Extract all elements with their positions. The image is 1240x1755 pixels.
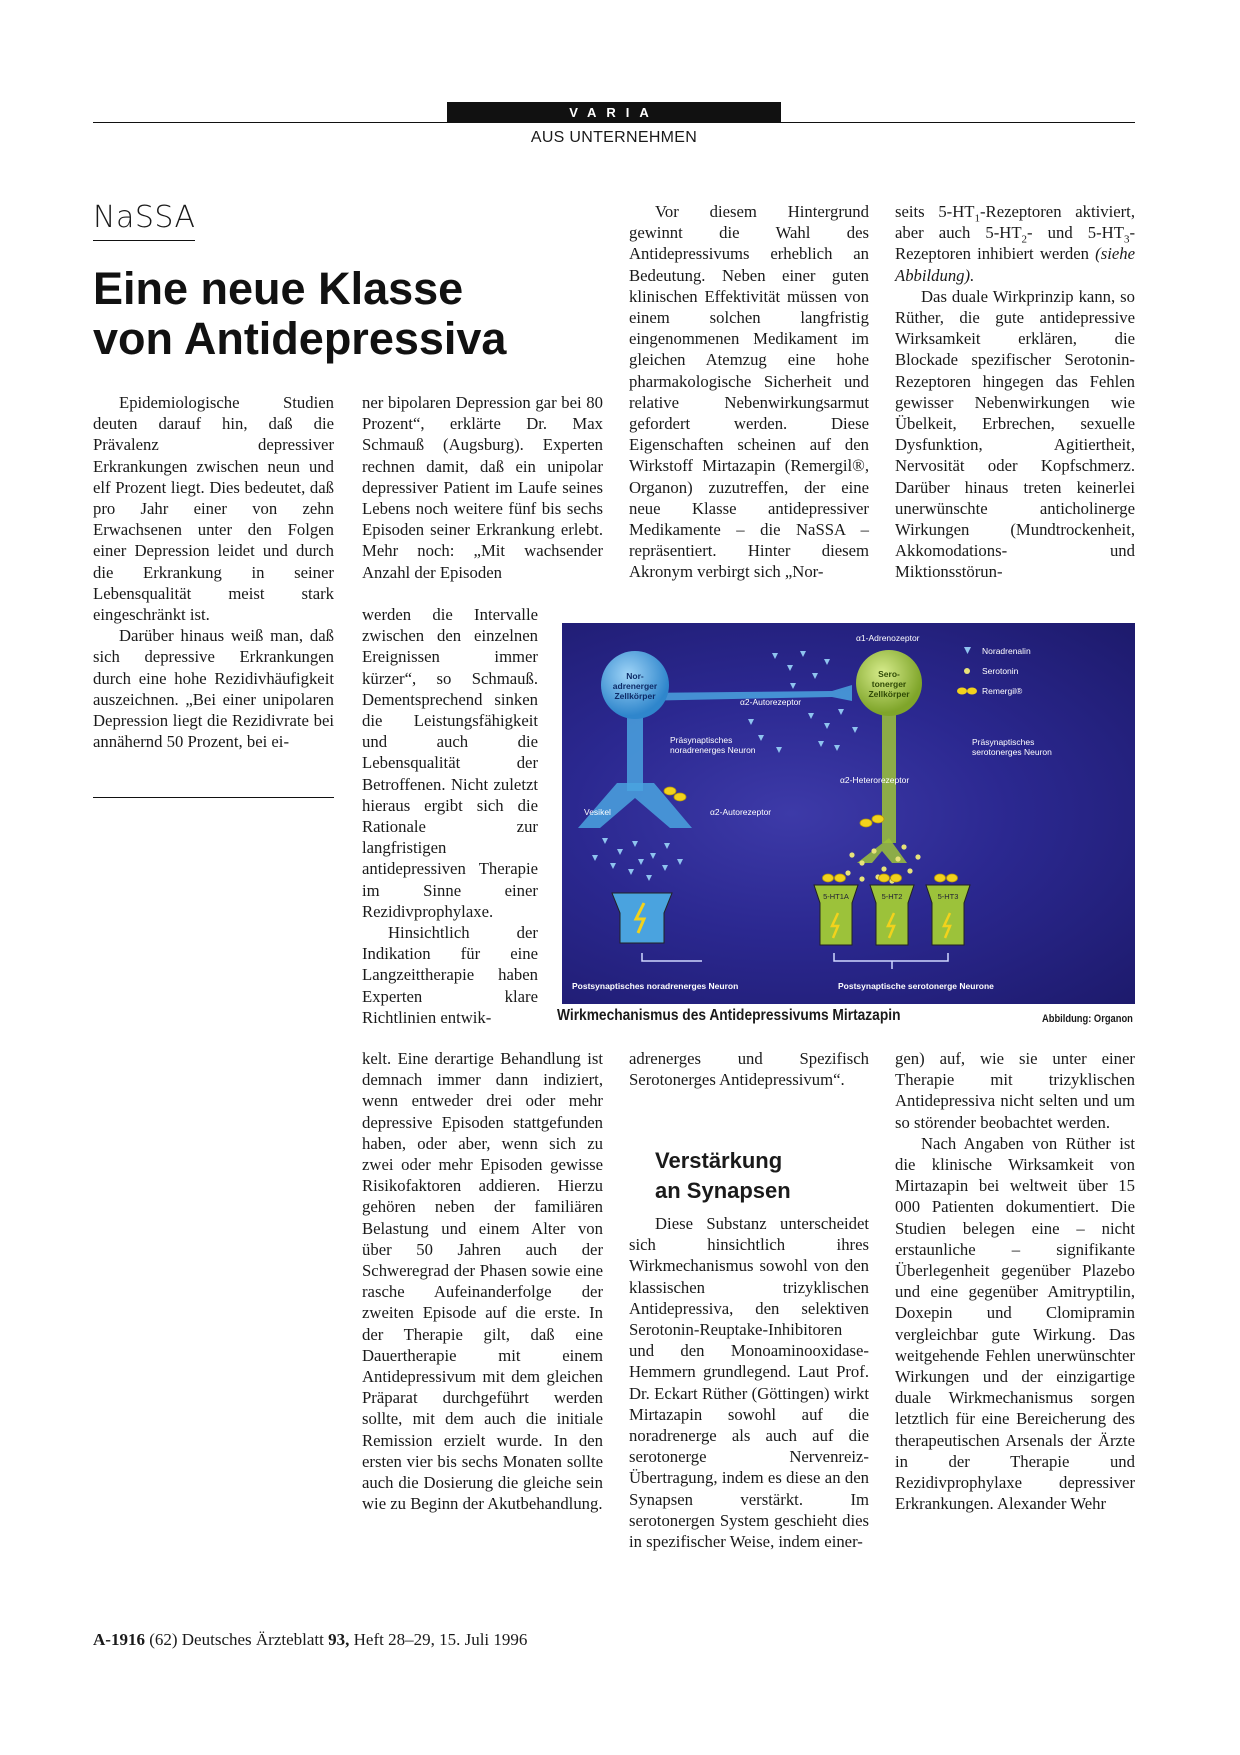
figure-legend: [957, 647, 977, 695]
receptor-5ht1a-label: 5-HT1A: [823, 892, 849, 901]
page-code: A-1916: [93, 1630, 145, 1649]
paragraph: werden die Intervalle zwischen den einzelnen Ereignissen immer kürzer“, so Schmauß. Dementsprechend sinken die Leistungsfähigkeit und auch die Lebensqualität der Betroffenen. Nicht zuletzt hieraus ergibt sich die Rationale zur langfristigen antidepressiven Therapie im Sinne einer Rezidivprophylaxe.: [362, 605, 538, 921]
kicker-underline: [93, 240, 195, 241]
noradrenaline-legend-icon: [964, 647, 971, 654]
remergil-legend-icon: [957, 688, 977, 695]
vesicle-label: Vesikel: [584, 807, 611, 817]
journal-name: Deutsches Ärzteblatt: [181, 1630, 324, 1649]
text-column-3-lower: [629, 1213, 869, 1552]
text-column-4-bottom: [895, 1048, 1135, 1514]
text-column-2-narrow: [362, 604, 538, 1028]
article-headline: [93, 264, 653, 364]
text-column-2-bottom: [362, 1048, 603, 1514]
text-column-1: [93, 392, 334, 752]
section-label: AUS UNTERNEHMEN: [530, 129, 698, 146]
header-rule: [93, 122, 1135, 123]
paragraph: Epidemiologische Studien deuten darauf hin, daß die Prävalenz depressiver Erkrankungen zwischen neun und elf Prozent liegt. Dies bedeutet, daß pro Jahr einer von zehn Erwachsenen unter den Folgen einer Depression leidet und durch die Erkrankung in seiner Lebensqualität meist stark eingeschränkt ist.: [93, 393, 334, 625]
serotonergic-cell-label-2: tonerger: [871, 679, 907, 689]
serotonergic-cell-label-3: Zellkörper: [868, 689, 910, 699]
presynaptic-serotonergic-label-2: serotonerges Neuron: [972, 747, 1052, 757]
text-column-2-top: [362, 392, 603, 583]
paragraph: Das duale Wirkprinzip kann, so Rüther, die gute antidepressive Wirksamkeit erklären, die Blockade spezifischer Serotonin-Rezeptoren hingegen das Fehlen gewisser Nebenwirkungen wie Übelkeit, Erbrechen, sexuelle Dysfunktion, Agitiertheit, Nervosität oder Kopfschmerz. Darüber hinaus treten keinerlei unerwünschte anticholinerge Wirkungen (Mundtrockenheit, Akkomodations- und Miktionsstörun-: [895, 286, 1135, 582]
paragraph: Darüber hinaus weiß man, daß sich depressive Erkrankungen durch eine hohe Rezidivhäufigkeit auszeichnen. „Bei einer unipolaren Depression liegt die Rezidivrate bei annähernd 50 Prozent, bei ei-: [93, 626, 334, 752]
text-column-3-top: [629, 201, 869, 583]
headline-line-1: Eine neue Klasse: [93, 263, 464, 314]
subheading-line-1: Verstärkung: [655, 1148, 783, 1173]
legend-noradrenaline: Noradrenalin: [982, 646, 1031, 656]
receptor-5ht2-label: 5-HT2: [881, 892, 903, 901]
subheading-line-2: an Synapsen: [655, 1178, 791, 1203]
paragraph: kelt. Eine derartige Behandlung ist demnach immer dann indiziert, wenn entweder drei oder mehr depressive Episoden stattgefunden haben, oder aber, wenn sich zu zwei oder mehr Episoden gewisse Risikofaktoren addieren. Hierzu gehören neben der familiären Belastung und einem Alter von über 50 Jahren auch der Schweregrad der Phasen sowie eine rasche Aufeinanderfolge der zweiten Episode auf die erste. In der Therapie gilt, daß eine Dauertherapie mit einem Antidepressivum mit dem gleichen Präparat durchgeführt werden sollte, mit dem auch die initiale Remission erzielt wurde. In den ersten vier bis sechs Monaten sollte auch die Dosierung die gleiche sein wie zu Beginn der Akutbehandlung.: [362, 1049, 603, 1514]
legend-remergil: Remergil®: [982, 686, 1023, 696]
paragraph: Diese Substanz unterscheidet sich hinsichtlich ihres Wirkmechanismus sowohl von den klassischen trizyklischen Antidepressiva, den selektiven Serotonin-Reuptake-Inhibitoren und den Monoaminooxidase-Hemmern grundlegend. Laut Prof. Dr. Eckart Rüther (Göttingen) wirkt Mirtazapin sowohl auf die noradrenerge als auch auf die serotonerge Nervenreiz-Übertragung, indem es diese an den Synapsen verstärkt. Im serotonergen System geschieht dies in spezifischer Weise, indem einer-: [629, 1214, 869, 1552]
volume-number: 93,: [328, 1630, 350, 1649]
headline-line-2: von Antidepressiva: [93, 313, 507, 364]
article-subheading: [655, 1146, 875, 1206]
paragraph: ner bipolaren Depression gar bei 80 Prozent“, erklärte Dr. Max Schmauß (Augsburg). Experten rechnen damit, daß ein unipolar depressiver Patient im Laufe seines Lebens noch weitere fünf bis sechs Episoden seiner Erkrankung erlebt. Mehr noch: „Mit wachsender Anzahl der Episoden: [362, 393, 603, 582]
postsynaptic-noradrenergic-receptor: [612, 893, 672, 943]
paragraph: Vor diesem Hintergrund gewinnt die Wahl des Antidepressivums erheblich an Bedeutung. Neben einer guten klinischen Effektivität müssen von einem solchen langfristig eingenommenen Medikament im gleichen Atemzug eine hohe pharmakologische Sicherheit und relative Nebenwirkungsarmut gefordert werden. Diese Eigenschaften scheinen auf den Wirkstoff Mirtazapin (Remergil®, Organon) zuzutreffen, der eine neue Klasse antidepressiver Medikamente – die NaSSA – repräsentiert. Hinter diesem Akronym verbirgt sich „Nor-: [629, 202, 869, 582]
postsynaptic-serotonergic-receptors: [642, 885, 970, 969]
serotonergic-cell-label-1: Sero-: [878, 669, 900, 679]
page-number: (62): [149, 1630, 178, 1649]
paragraph: Nach Angaben von Rüther ist die klinische Wirksamkeit von Mirtazapin bei weltweit über 15 000 Patienten dokumentiert. Die Studien belegen eine – nicht erstaunliche – signifikante Überlegenheit gegenüber Plazebo und eine gegenüber Amitryptilin, Doxepin und Clomipramin vergleichbar gute Wirkung. Das weitgehende Fehlen unerwünschter Wirkungen und der einzigartige duale Wirkmechanismus sorgen letztlich für eine Bereicherung des therapeutischen Arsenals der Ärzte in der Therapie und Rezidivprophylaxe depressiver Erkrankungen. Alexander Wehr: [895, 1133, 1135, 1514]
column-end-rule: [93, 797, 334, 798]
noradrenergic-cell-label-2: adrenerger: [612, 681, 658, 691]
remergil-particles: [664, 787, 958, 882]
mechanism-diagram: [562, 623, 1135, 1004]
serotonin-legend-icon: [964, 668, 970, 674]
page-footer: [93, 1630, 527, 1650]
postsynaptic-serotonergic-label: Postsynaptische serotonerge Neurone: [838, 981, 994, 991]
paragraph: adrenerges und Spezifisch Serotonerges Antidepressivum“.: [629, 1049, 869, 1090]
article-kicker: NaSSA: [93, 200, 196, 235]
alpha1-adrenoceptor-label: α1-Adrenozeptor: [856, 633, 920, 643]
text-column-3-bottom: [629, 1048, 869, 1090]
issue-date: Heft 28–29, 15. Juli 1996: [353, 1630, 528, 1649]
presynaptic-noradrenergic-label-1: Präsynaptisches: [670, 735, 733, 745]
postsynaptic-noradrenergic-label: Postsynaptisches noradrenerges Neuron: [572, 981, 739, 991]
paragraph: Hinsichtlich der Indikation für eine Langzeittherapie haben Experten klare Richtlinien entwik-: [362, 923, 538, 1027]
presynaptic-serotonergic-label-1: Präsynaptisches: [972, 737, 1035, 747]
noradrenergic-cell-label-3: Zellkörper: [614, 691, 656, 701]
legend-serotonin: Serotonin: [982, 666, 1019, 676]
alpha2-autoreceptor-label-top: α2-Autorezeptor: [740, 697, 802, 707]
figure-caption: Wirkmechanismus des Antidepressivums Mirtazapin: [557, 1007, 901, 1024]
paragraph: gen) auf, wie sie unter einer Therapie mit trizyklischen Antidepressiva nicht selten und um so störender beobachtet werden.: [895, 1049, 1135, 1132]
paragraph: seits $5-HT_1$-Rezeptoren aktiviert, aber auch $5-HT_2-$ und $5-HT_3$-Rezeptoren inhibiert werden (siehe Abbildung).: [895, 202, 1135, 285]
alpha2-autoreceptor-label-bottom: α2-Autorezeptor: [710, 807, 772, 817]
noradrenergic-cell-label-1: Nor-: [626, 671, 644, 681]
receptor-5ht3-label: 5-HT3: [937, 892, 959, 901]
section-banner: VARIA: [447, 102, 781, 123]
mechanism-figure: [562, 623, 1135, 1004]
figure-credit: Abbildung: Organon: [1042, 1013, 1133, 1025]
text-column-4-top: [895, 201, 1135, 583]
presynaptic-noradrenergic-label-2: noradrenerges Neuron: [670, 745, 756, 755]
alpha2-heteroreceptor-label: α2-Heterorezeptor: [840, 775, 910, 785]
